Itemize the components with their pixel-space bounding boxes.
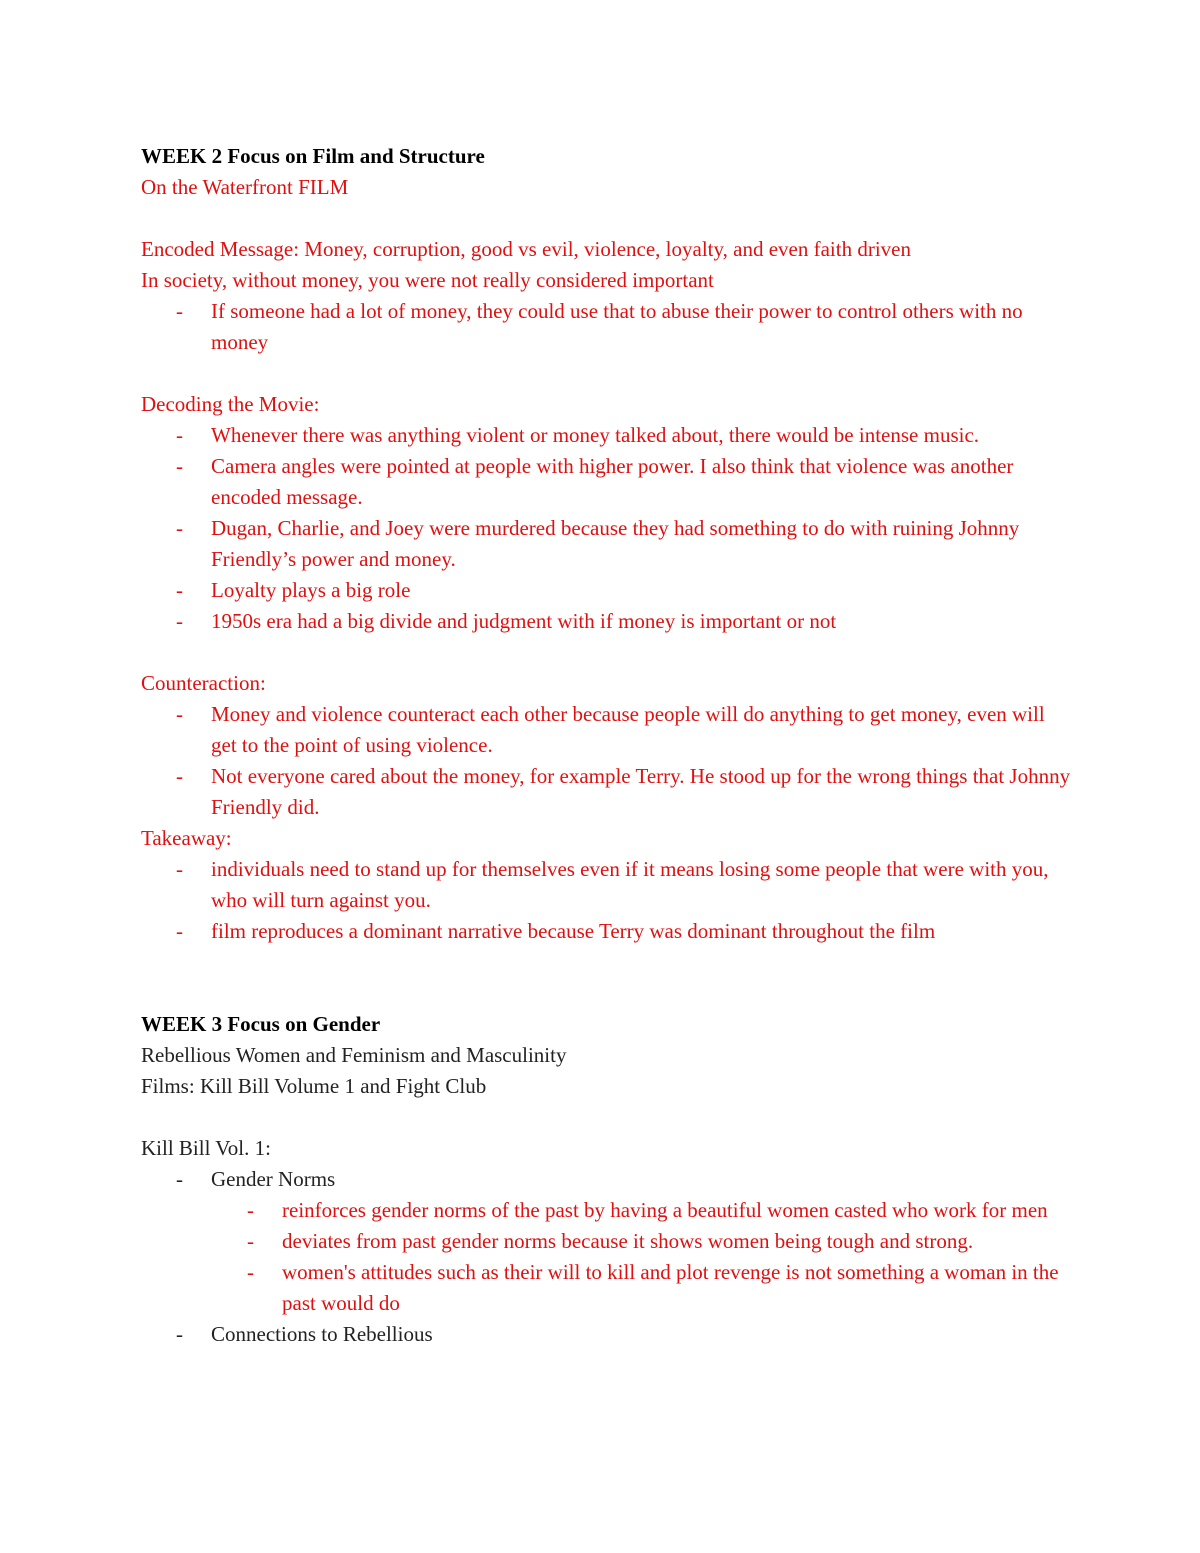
list-item	[141, 761, 1071, 823]
bullet-dash: -	[247, 1229, 254, 1253]
list-item	[141, 854, 1071, 916]
document-page	[141, 141, 1071, 1350]
list-item-text: Connections to Rebellious	[211, 1322, 433, 1346]
list-item-text: Loyalty plays a big role	[211, 578, 411, 602]
week3-line2: Films: Kill Bill Volume 1 and Fight Club	[141, 1074, 487, 1098]
week3-line1: Rebellious Women and Feminism and Masculinity	[141, 1043, 567, 1067]
list-item	[141, 606, 1071, 637]
list-item-text: 1950s era had a big divide and judgment with if money is important or not	[211, 609, 837, 633]
encoded-message-line: Encoded Message: Money, corruption, good vs evil, violence, loyalty, and even faith driven	[141, 237, 911, 261]
week3-heading: WEEK 3 Focus on Gender	[141, 1012, 381, 1036]
list-item	[141, 451, 1071, 513]
bullet-dash: -	[176, 764, 183, 788]
list-item-text: individuals need to stand up for themselves even if it means losing some people that were with you, who will turn against you.	[211, 857, 1049, 912]
week2-subtitle: On the Waterfront FILM	[141, 175, 349, 199]
bullet-dash: -	[176, 919, 183, 943]
list-item	[141, 420, 1071, 451]
decoding-label: Decoding the Movie:	[141, 392, 320, 416]
list-item-text: If someone had a lot of money, they could use that to abuse their power to control others with no money	[211, 299, 1023, 354]
list-item-text: deviates from past gender norms because it shows women being tough and strong.	[282, 1229, 974, 1253]
list-item	[141, 575, 1071, 606]
list-item	[141, 296, 1071, 358]
counteraction-label: Counteraction:	[141, 671, 266, 695]
list-item-text: Camera angles were pointed at people with higher power. I also think that violence was another encoded message.	[211, 454, 1014, 509]
list-item-text: Dugan, Charlie, and Joey were murdered because they had something to do with ruining Johnny Friendly’s power and money.	[211, 516, 1020, 571]
society-line: In society, without money, you were not really considered important	[141, 268, 714, 292]
list-item	[141, 1164, 1071, 1195]
list-item	[141, 699, 1071, 761]
bullet-dash: -	[176, 702, 183, 726]
bullet-dash: -	[176, 609, 183, 633]
list-item-text: reinforces gender norms of the past by having a beautiful women casted who work for men	[282, 1198, 1048, 1222]
takeaway-label: Takeaway:	[141, 826, 232, 850]
bullet-dash: -	[176, 423, 183, 447]
bullet-dash: -	[176, 454, 183, 478]
killbill-label: Kill Bill Vol. 1:	[141, 1136, 271, 1160]
list-item	[141, 1257, 1071, 1319]
bullet-dash: -	[247, 1260, 254, 1284]
list-item-text: Not everyone cared about the money, for example Terry. He stood up for the wrong things that Johnny Friendly did.	[211, 764, 1071, 819]
week2-heading: WEEK 2 Focus on Film and Structure	[141, 144, 485, 168]
bullet-dash: -	[247, 1198, 254, 1222]
list-item-text: Money and violence counteract each other because people will do anything to get money, even will get to the point of using violence.	[211, 702, 1045, 757]
list-item	[141, 513, 1071, 575]
list-item-text: women's attitudes such as their will to kill and plot revenge is not something a woman in the past would do	[282, 1260, 1059, 1315]
list-item-text: Whenever there was anything violent or money talked about, there would be intense music.	[211, 423, 980, 447]
list-item	[141, 916, 1071, 947]
bullet-dash: -	[176, 516, 183, 540]
list-item-text: film reproduces a dominant narrative because Terry was dominant throughout the film	[211, 919, 936, 943]
bullet-dash: -	[176, 299, 183, 323]
bullet-dash: -	[176, 1322, 183, 1346]
bullet-dash: -	[176, 857, 183, 881]
list-item	[141, 1195, 1071, 1226]
bullet-dash: -	[176, 1167, 183, 1191]
list-item	[141, 1226, 1071, 1257]
bullet-dash: -	[176, 578, 183, 602]
list-item	[141, 1319, 1071, 1350]
list-item-text: Gender Norms	[211, 1167, 336, 1191]
